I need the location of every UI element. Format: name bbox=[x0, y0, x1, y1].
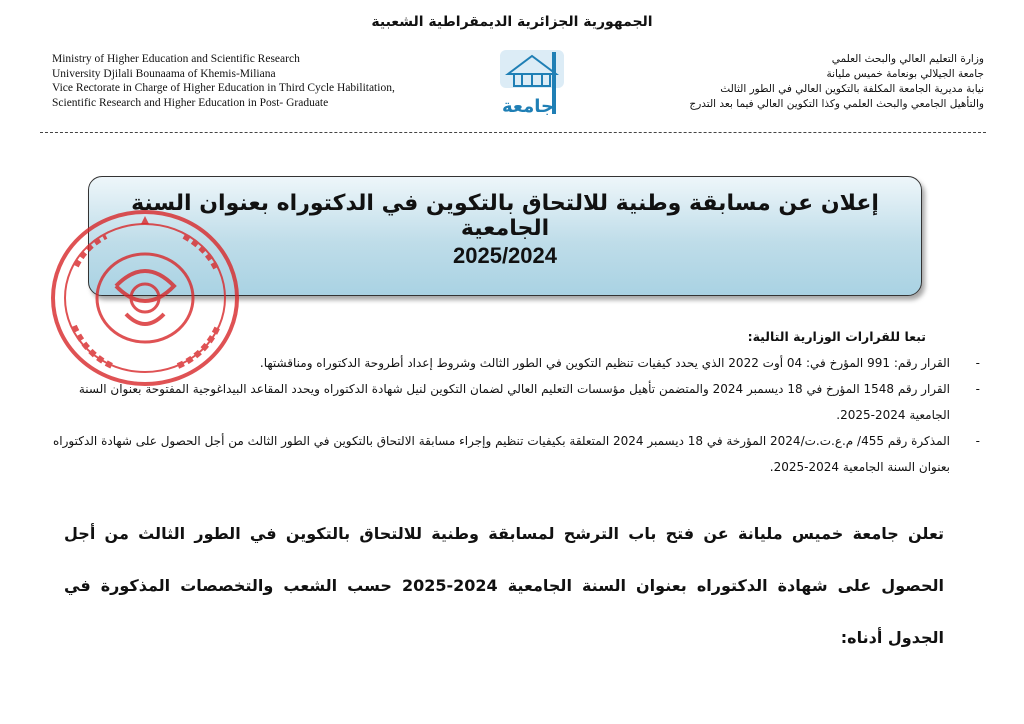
decision-text: المذكرة رقم 455/ م.ع.ت.ت/2024 المؤرخة في 18 ديسمبر 2024 المتعلقة بكيفيات تنظيم وإجراء مسابقة الالتحاق بالتكوين في الطور الثالث من أجل الحصول على شهادة الدكتوراه بعنوان السنة الجامعية 2024-2025. bbox=[53, 434, 950, 474]
arabic-header-line: جامعة الجيلالي بونعامة خميس مليانة bbox=[826, 68, 984, 80]
list-bullet: - bbox=[975, 382, 980, 396]
list-item bbox=[40, 376, 980, 428]
list-item bbox=[40, 350, 980, 376]
arabic-header-line: والتأهيل الجامعي والبحث العلمي وكذا التكوين العالي فيما بعد التدرج bbox=[689, 98, 984, 110]
english-header-line: University Djilali Bounaama of Khemis-Miliana bbox=[52, 67, 276, 80]
header-divider bbox=[40, 132, 986, 133]
english-header bbox=[52, 52, 492, 110]
announcement-paragraph: تعلن جامعة خميس مليانة عن فتح باب الترشح لمسابقة وطنية للالتحاق بالتكوين في الطور الثالث من أجل الحصول على شهادة الدكتوراه بعنوان السنة الجامعية 2024-2025 حسب الشعب والتخصصات المذكورة في الجدول أدناه: bbox=[64, 524, 945, 647]
list-bullet: - bbox=[975, 434, 980, 448]
logo-text: جامعة bbox=[502, 96, 554, 117]
announcement-title: إعلان عن مسابقة وطنية للالتحاق بالتكوين في الدكتوراه بعنوان السنة الجامعية bbox=[131, 191, 879, 241]
arabic-header-line: نيابة مديرية الجامعة المكلفة بالتكوين العالي في الطور الثالث bbox=[720, 83, 984, 95]
decision-list bbox=[40, 350, 980, 480]
academic-year: 2025/2024 bbox=[453, 243, 557, 268]
arabic-header bbox=[604, 52, 984, 112]
english-header-line: Vice Rectorate in Charge of Higher Education in Third Cycle Habilitation, bbox=[52, 82, 395, 94]
decision-text: القرار رقم: 991 المؤرخ في: 04 أوت 2022 الذي يحدد كيفيات تنظيم التكوين في الطور الثالث وشروط إعداد أطروحة الدكتوراه ومناقشتها. bbox=[259, 356, 950, 370]
english-header-line: Scientific Research and Higher Education in Post- Graduate bbox=[52, 96, 329, 109]
decision-text: القرار رقم 1548 المؤرخ في 18 ديسمبر 2024 والمتضمن تأهيل مؤسسات التعليم العالي لضمان التكوين لنيل شهادة الدكتوراه ويحدد المقاعد البيداغوجية المفتوحة بعنوان السنة الجامعية 2024-2025. bbox=[78, 382, 950, 422]
republic-title: الجمهورية الجزائرية الديمقراطية الشعبية bbox=[371, 14, 653, 30]
list-item bbox=[40, 428, 980, 480]
arabic-header-line: وزارة التعليم العالي والبحث العلمي bbox=[831, 53, 984, 65]
english-header-line: Ministry of Higher Education and Scientific Research bbox=[52, 53, 300, 65]
university-logo bbox=[494, 44, 570, 120]
stamp-star-icon bbox=[141, 216, 149, 224]
decisions-heading: تبعا للقرارات الوزارية التالية: bbox=[747, 329, 926, 344]
list-bullet: - bbox=[975, 356, 980, 370]
